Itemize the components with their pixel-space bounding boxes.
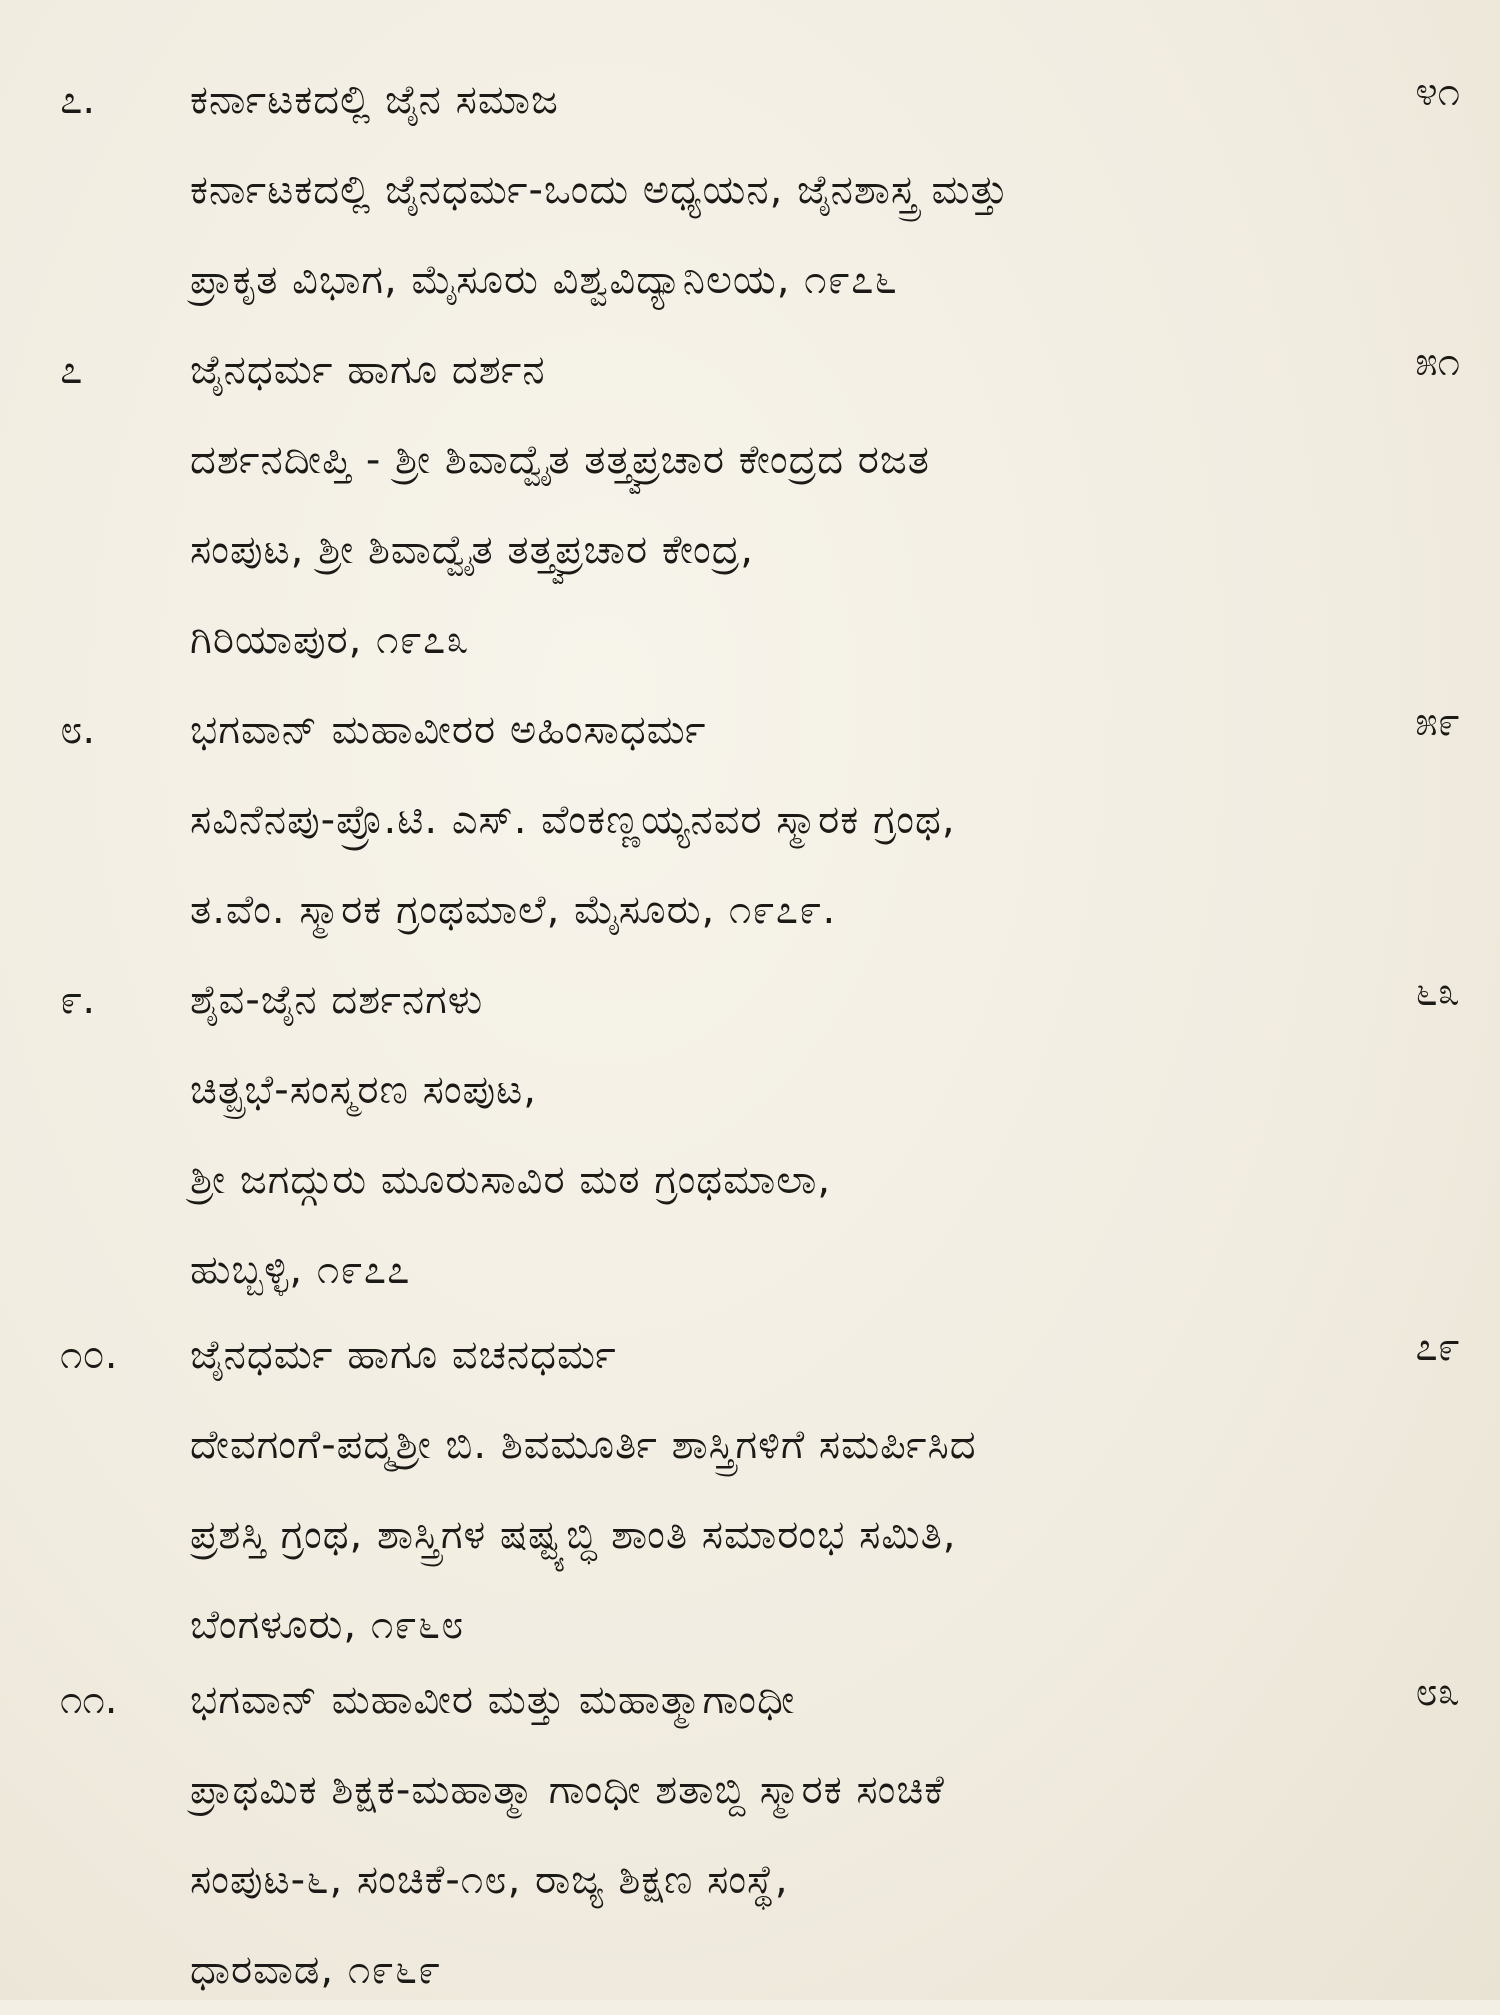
entry-source-line: ಸಂಪುಟ, ಶ್ರೀ ಶಿವಾದ್ವೈತ ತತ್ತ್ವಪ್ರಚಾರ ಕೇಂದ್ರ, (190, 527, 755, 573)
entry-source-line: ಬೆಂಗಳೂರು, ೧೯೬೮ (190, 1602, 465, 1648)
entry-number: ೧೦. (60, 1332, 118, 1378)
entry-text (190, 1655, 1350, 2015)
entry-number: ೭. (60, 77, 96, 123)
entry-source-line: ಪ್ರಾಥಮಿಕ ಶಿಕ್ಷಕ-ಮಹಾತ್ಮಾ ಗಾಂಧೀ ಶತಾಬ್ದಿ ಸ್ಮಾರಕ ಸಂಚಿಕೆ (190, 1767, 945, 1813)
entry-title: ಜೈನಧರ್ಮ ಹಾಗೂ ದರ್ಶನ (190, 347, 546, 393)
entry-text (190, 55, 1350, 325)
page-number: ೬೩ (1415, 969, 1460, 1015)
entry-source-line: ದೇವಗಂಗೆ-ಪದ್ಮಶ್ರೀ ಬಿ. ಶಿವಮೂರ್ತಿ ಶಾಸ್ತ್ರಿಗಳಿಗೆ ಸಮರ್ಪಿಸಿದ (190, 1422, 977, 1468)
page-number: ೪೧ (1415, 69, 1460, 115)
entry-number: ೭ (60, 347, 83, 393)
entry-title: ಕರ್ನಾಟಕದಲ್ಲಿ ಜೈನ ಸಮಾಜ (190, 77, 559, 123)
entry-title: ಭಗವಾನ್ ಮಹಾವೀರರ ಅಹಿಂಸಾಧರ್ಮ (190, 707, 707, 753)
entry-number: ೧೧. (60, 1677, 118, 1723)
entry-text (190, 1310, 1350, 1670)
entry-source-line: ಹುಬ್ಬಳ್ಳಿ, ೧೯೭೭ (190, 1247, 411, 1293)
entry-title: ಭಗವಾನ್ ಮಹಾವೀರ ಮತ್ತು ಮಹಾತ್ಮಾಗಾಂಧೀ (190, 1677, 796, 1723)
page-number: ೫೧ (1415, 339, 1460, 385)
entry-source-line: ಧಾರವಾಡ, ೧೯೬೯ (190, 1947, 442, 1993)
entry-source-line: ಸವಿನೆನಪು-ಪ್ರೊ.ಟಿ. ಎಸ್. ವೆಂಕಣ್ಣಯ್ಯನವರ ಸ್ಮಾರಕ ಗ್ರಂಥ, (190, 797, 956, 843)
entry-title: ಜೈನಧರ್ಮ ಹಾಗೂ ವಚನಧರ್ಮ (190, 1332, 617, 1378)
entry-source-line: ಚಿತ್ಪ್ರಭೆ-ಸಂಸ್ಮರಣ ಸಂಪುಟ, (190, 1067, 537, 1113)
entry-source-line: ತ.ವೆಂ. ಸ್ಮಾರಕ ಗ್ರಂಥಮಾಲೆ, ಮೈಸೂರು, ೧೯೭೯. (190, 887, 837, 933)
entry-source-line: ಶ್ರೀ ಜಗದ್ಗುರು ಮೂರುಸಾವಿರ ಮಠ ಗ್ರಂಥಮಾಲಾ, (190, 1157, 832, 1203)
entry-number: ೮. (60, 707, 96, 753)
entry-source-line: ಸಂಪುಟ-೬, ಸಂಚಿಕೆ-೧೮, ರಾಜ್ಯ ಶಿಕ್ಷಣ ಸಂಸ್ಥೆ, (190, 1857, 789, 1903)
entry-source-line: ಪ್ರಾಕೃತ ವಿಭಾಗ, ಮೈಸೂರು ವಿಶ್ವವಿದ್ಯಾನಿಲಯ, ೧೯೭೬ (190, 257, 898, 303)
entry-text (190, 955, 1350, 1315)
entry-source-line: ದರ್ಶನದೀಪ್ತಿ - ಶ್ರೀ ಶಿವಾದ್ವೈತ ತತ್ತ್ವಪ್ರಚಾರ ಕೇಂದ್ರದ ರಜತ (190, 437, 931, 483)
page-number: ೭೯ (1415, 1324, 1460, 1370)
entry-text (190, 325, 1350, 685)
page-number: ೫೯ (1415, 699, 1460, 745)
page-number: ೮೩ (1415, 1669, 1460, 1715)
entry-title: ಶೈವ-ಜೈನ ದರ್ಶನಗಳು (190, 977, 484, 1023)
entry-text (190, 685, 1350, 955)
entry-source-line: ಪ್ರಶಸ್ತಿ ಗ್ರಂಥ, ಶಾಸ್ತ್ರಿಗಳ ಷಷ್ಟ್ಯಬ್ಧಿ ಶಾಂತಿ ಸಮಾರಂಭ ಸಮಿತಿ, (190, 1512, 957, 1558)
entry-source-line: ಗಿರಿಯಾಪುರ, ೧೯೭೩ (190, 617, 470, 663)
entry-number: ೯. (60, 977, 96, 1023)
entry-source-line: ಕರ್ನಾಟಕದಲ್ಲಿ ಜೈನಧರ್ಮ-ಒಂದು ಅಧ್ಯಯನ, ಜೈನಶಾಸ್ತ್ರ ಮತ್ತು (190, 167, 1009, 213)
